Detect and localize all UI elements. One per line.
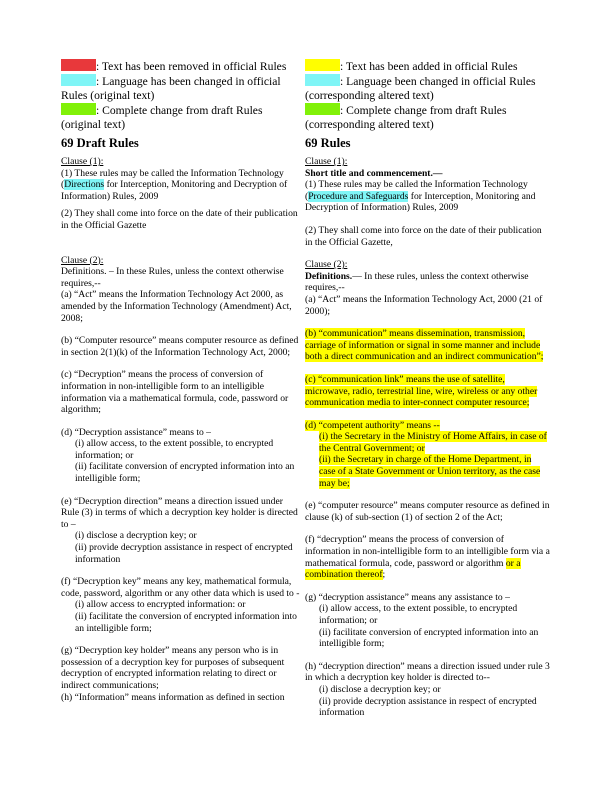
clause-2-label: Clause (2): bbox=[61, 254, 104, 266]
added-text-highlight: (b) “communication” means dissemination, transmission, carriage of information or signal in some manner and include both a direct communication and an indirect communication”; bbox=[305, 328, 544, 363]
clause-1-para-2: (2) They shall come into force on the date of their publication in the Official Gazette, bbox=[305, 224, 542, 248]
clause-1-para-1: (1) These rules may be called the Information Technology (Directions for Interception, Monitoring and Decryption of Information) Rules, 2009 bbox=[61, 167, 288, 202]
clause-1-para-1: (1) These rules may be called the Information Technology (Procedure and Safeguards for Interception, Monitoring and Decryption of Information) Rules, 2009 bbox=[305, 179, 536, 214]
added-text-highlight: (d) “competent authority” means -- bbox=[305, 419, 440, 431]
def-g-i: (i) allow access, to the extent possible, to encrypted information; or bbox=[319, 603, 518, 626]
legend-removed-text: : Text has been removed in official Rules bbox=[96, 60, 287, 73]
clause-2-label: Clause (2): bbox=[305, 259, 348, 271]
def-d: (d) “Decryption assistance” means to – bbox=[61, 426, 211, 438]
legend-language-original bbox=[61, 74, 301, 103]
def-a: (a) “Act” means the Information Technology Act, 2000 (21 of 2000); bbox=[305, 293, 543, 317]
red-swatch bbox=[61, 59, 96, 71]
def-d-ii bbox=[305, 454, 550, 489]
def-d-i bbox=[305, 431, 550, 454]
added-text-highlight: (i) the Secretary in the Ministry of Home Affairs, in case of the Central Government; or bbox=[319, 431, 547, 454]
legend-language-altered bbox=[305, 74, 550, 103]
def-g-ii: (ii) facilitate conversion of encrypted information into an intelligible form; bbox=[319, 626, 539, 650]
changed-language-highlight: Directions bbox=[64, 179, 105, 191]
def-f-ii: (ii) facilitate the conversion of encrypted information into an intelligible form; bbox=[75, 611, 297, 634]
draft-rules-heading: 69 Draft Rules bbox=[61, 136, 139, 150]
legend-complete-altered bbox=[305, 103, 550, 132]
def-d-i: (i) allow access, to the extent possible, to encrypted information; or bbox=[75, 438, 274, 461]
legend-added bbox=[305, 59, 550, 74]
legend-added-text: : Text has been added in official Rules bbox=[340, 60, 518, 73]
def-g: (g) “Decryption key holder” means any person who is in possession of a decryption key for purposes of subsequent decryption of encrypted information relating to direct or indirect communications; bbox=[61, 645, 285, 691]
def-a: (a) “Act” means the Information Technology Act 2000, as amended by the Information Technology (Amendment) Act, 2008; bbox=[61, 289, 292, 324]
legend-complete-altered-text: : Complete change from draft Rules (corresponding altered text) bbox=[305, 104, 507, 131]
def-h: (h) “decryption direction” means a direction issued under rule 3 in which a decryption key holder is directed to-- bbox=[305, 660, 550, 684]
def-f: (f) “Decryption key” means any key, mathematical formula, code, password, algorithm or any other data which is used to - bbox=[61, 576, 300, 599]
added-text-highlight: or a combination thereof bbox=[305, 557, 521, 581]
draft-rules-column bbox=[61, 59, 301, 703]
official-rules-column bbox=[305, 59, 550, 719]
def-c: (c) “Decryption” means the process of conversion of information in non-intelligible form to an intelligible information via a mathematical formula, code, password or algorithm; bbox=[61, 369, 289, 416]
green-swatch bbox=[61, 103, 96, 115]
added-text-highlight: (c) “communication link” means the use of satellite, microwave, radio, terrestrial line, wire, wireless or any other communication media to inter-connect computer resource; bbox=[305, 373, 538, 409]
def-e: (e) “Decryption direction” means a direction issued under Rule (3) in terms of which a decryption key holder is directed to – bbox=[61, 495, 298, 530]
legend-removed bbox=[61, 59, 301, 74]
green-swatch bbox=[305, 103, 340, 115]
official-rules-heading: 69 Rules bbox=[305, 136, 351, 150]
cyan-swatch bbox=[305, 74, 340, 86]
def-h-i: (i) disclose a decryption key; or bbox=[319, 683, 441, 695]
def-b: (b) “Computer resource” means computer resource as defined in section 2(1)(k) of the Information Technology Act, 2000; bbox=[61, 335, 299, 358]
def-d-ii: (ii) facilitate conversion of encrypted information into an intelligible form; bbox=[75, 461, 295, 485]
changed-language-highlight: Procedure and Safeguards bbox=[308, 190, 409, 202]
def-f-i: (i) allow access to encrypted information: or bbox=[75, 599, 246, 611]
legend-language-altered-text: : Language been changed in official Rules (corresponding altered text) bbox=[305, 75, 536, 102]
clause-1-label: Clause (1): bbox=[305, 156, 348, 167]
def-h-ii: (ii) provide decryption assistance in respect of encrypted information bbox=[319, 695, 537, 719]
legend-language-original-text: : Language has been changed in official Rules (original text) bbox=[61, 75, 281, 102]
def-g: (g) “decryption assistance” means any assistance to – bbox=[305, 591, 510, 603]
legend-complete-original-text: : Complete change from draft Rules (original text) bbox=[61, 104, 263, 131]
def-e-i: (i) disclose a decryption key; or bbox=[75, 530, 197, 542]
def-c bbox=[305, 374, 550, 409]
cyan-swatch bbox=[61, 74, 96, 86]
yellow-swatch bbox=[305, 59, 340, 71]
clause-1-label: Clause (1): bbox=[61, 156, 104, 167]
definitions-intro: Definitions.— In these rules, unless the context otherwise requires,-- bbox=[305, 270, 529, 294]
def-h: (h) “Information” means information as defined in section bbox=[61, 691, 285, 703]
legend-complete-original bbox=[61, 103, 301, 132]
definitions-intro: Definitions. – In these Rules, unless the context otherwise requires,-- bbox=[61, 266, 284, 289]
def-d bbox=[305, 420, 550, 432]
clause-1-para-2: (2) They shall come into force on the date of their publication in the Official Gazette bbox=[61, 208, 298, 231]
added-text-highlight: (ii) the Secretary in charge of the Home Department, in case of a State Government or Union territory, as the case may be; bbox=[319, 454, 541, 489]
short-title-heading: Short title and commencement.— bbox=[305, 167, 443, 179]
def-f: (f) “decryption” means the process of conversion of information in non-intelligible form to an intelligible form via a mathematical formula, code, password or algorithm or a combination thereof; bbox=[305, 534, 550, 581]
def-e-ii: (ii) provide decryption assistance in respect of encrypted information bbox=[75, 542, 293, 565]
def-e: (e) “computer resource” means computer resource as defined in clause (k) of sub-section (1) of section 2 of the Act; bbox=[305, 500, 550, 523]
def-b bbox=[305, 328, 550, 363]
